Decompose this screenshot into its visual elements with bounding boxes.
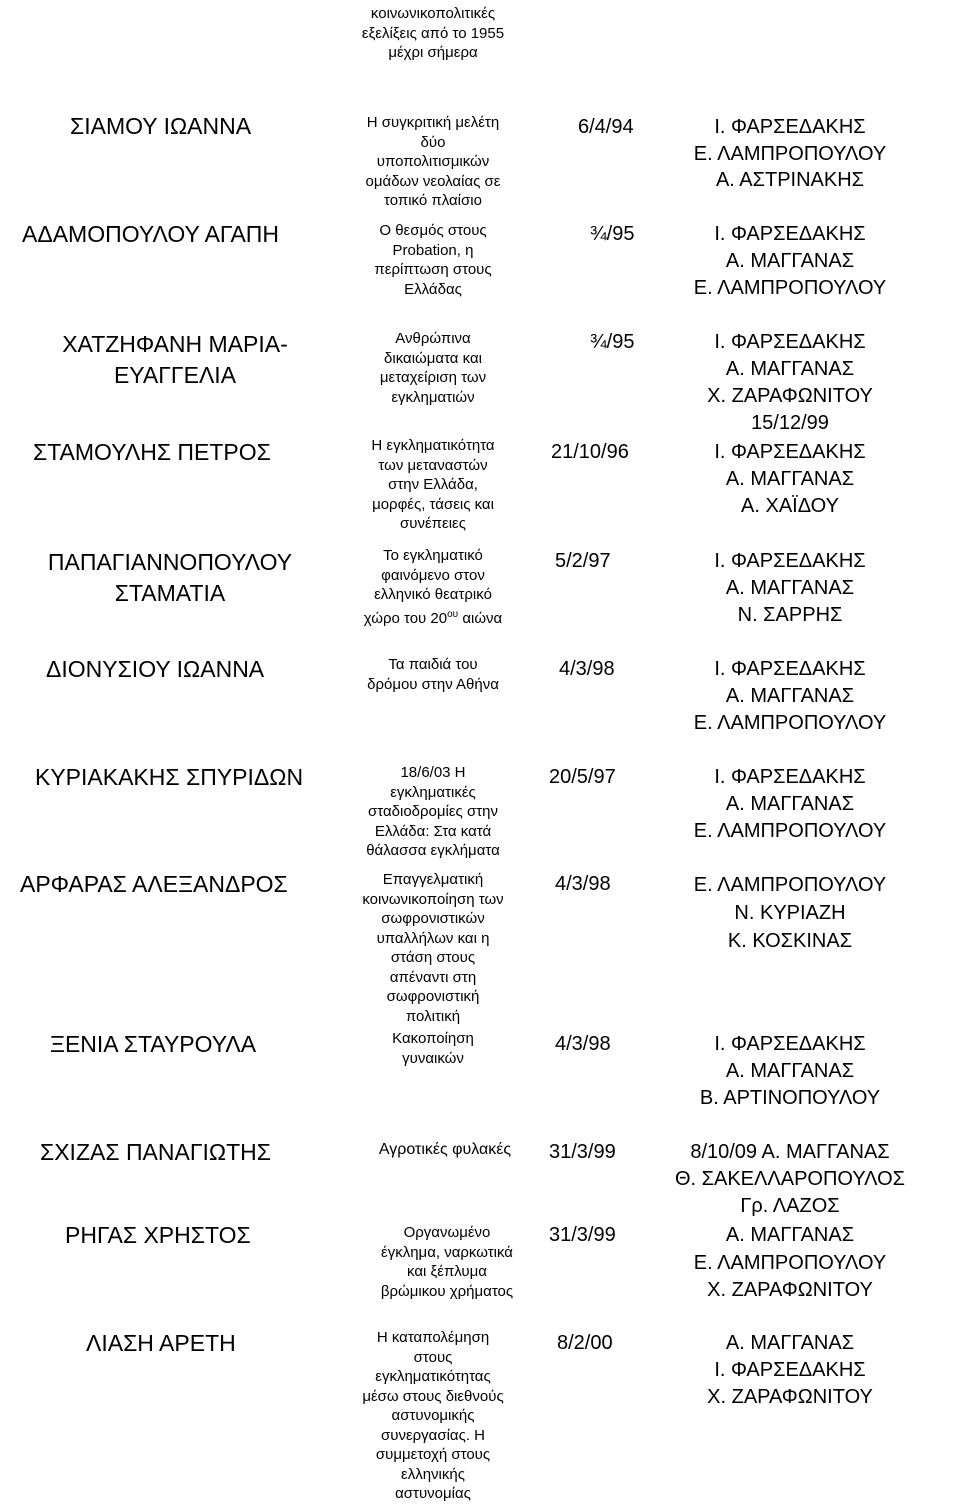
student-name: ΣΙΑΜΟΥ ΙΩΑΝΝΑ bbox=[70, 113, 252, 139]
student-name: ΔΙΟΝΥΣΙΟΥ ΙΩΑΝΝΑ bbox=[46, 656, 265, 682]
date: ¾/95 bbox=[590, 331, 635, 353]
thesis-title: Οργανωμένο έγκλημα, ναρκωτικά και ξέπλυμα βρώμικου χρήματος bbox=[380, 1224, 514, 1300]
student-name: ΣΤΑΜΟΥΛΗΣ ΠΕΤΡΟΣ bbox=[33, 439, 271, 465]
supervisors: Α. ΜΑΓΓΑΝΑΣ Ι. ΦΑΡΣΕΔΑΚΗΣ Χ. ΖΑΡΑΦΩΝΙΤΟΥ bbox=[707, 1332, 873, 1408]
student-name: ΧΑΤΖΗΦΑΝΗ ΜΑΡΙΑ- ΕΥΑΓΓΕΛΙΑ bbox=[62, 331, 288, 388]
student-name: ΣΧΙΖΑΣ ΠΑΝΑΓΙΩΤΗΣ bbox=[40, 1139, 271, 1165]
thesis-title: Ο θεσμός στους Probation, η περίπτωση στους Ελλάδας bbox=[374, 222, 492, 298]
date: 6/4/94 bbox=[578, 116, 634, 138]
student-name: ΠΑΠΑΓΙΑΝΝΟΠΟΥΛΟΥ ΣΤΑΜΑΤΙΑ bbox=[47, 549, 293, 606]
thesis-title: Επαγγελματική κοινωνικοποίηση των σωφρονιστικών υπαλλήλων και η στάση στους απέναντι στη σωφρονιστική πολιτική bbox=[362, 871, 504, 1025]
supervisors: Ι. ΦΑΡΣΕΔΑΚΗΣ Α. ΜΑΓΓΑΝΑΣ Ε. ΛΑΜΠΡΟΠΟΥΛΟΥ bbox=[693, 223, 887, 299]
student-name: ΡΗΓΑΣ ΧΡΗΣΤΟΣ bbox=[65, 1222, 251, 1248]
thesis-title: Τα παιδιά του δρόμου στην Αθήνα bbox=[367, 656, 499, 693]
supervisors: Α. ΜΑΓΓΑΝΑΣ Ε. ΛΑΜΠΡΟΠΟΥΛΟΥ Χ. ΖΑΡΑΦΩΝΙΤΟΥ bbox=[693, 1224, 887, 1301]
thesis-title: 18/6/03 Η εγκληματικές σταδιοδρομίες στην Ελλάδα: Στα κατά θάλασσα εγκλήματα bbox=[366, 764, 500, 859]
supervisors: Ε. ΛΑΜΠΡΟΠΟΥΛΟΥ Ν. ΚΥΡΙΑΖΗ Κ. ΚΟΣΚΙΝΑΣ bbox=[693, 874, 887, 952]
student-name: ΞΕΝΙΑ ΣΤΑΥΡΟΥΛΑ bbox=[50, 1031, 257, 1057]
student-name: ΛΙΑΣΗ ΑΡΕΤΗ bbox=[86, 1330, 236, 1356]
thesis-title: Ανθρώπινα δικαιώματα και μεταχείριση των εγκληματιών bbox=[379, 330, 487, 406]
thesis-title: Το εγκληματικό φαινόμενο στον ελληνικό θεατρικό χώρο του $20^{o\upsilon}$ αιώνα bbox=[343, 546, 523, 628]
thesis-title: Η καταπολέμηση στους εγκληματικότητας μέσω στους διεθνούς αστυνομικής συνεργασίας. Η συμμετοχή στους ελληνικής αστυνομίας bbox=[362, 1329, 504, 1502]
student-name: ΚΥΡΙΑΚΑΚΗΣ ΣΠΥΡΙΔΩΝ bbox=[35, 764, 304, 790]
supervisors: Ι. ΦΑΡΣΕΔΑΚΗΣ Α. ΜΑΓΓΑΝΑΣ Χ. ΖΑΡΑΦΩΝΙΤΟΥ 15/12/99 bbox=[707, 331, 873, 434]
date: ¾/95 bbox=[590, 223, 635, 245]
date: 5/2/97 bbox=[555, 550, 611, 572]
supervisors: Ι. ΦΑΡΣΕΔΑΚΗΣ Ε. ΛΑΜΠΡΟΠΟΥΛΟΥ Α. ΑΣΤΡΙΝΑΚΗΣ bbox=[693, 116, 887, 191]
thesis-title: Η συγκριτική μελέτη δύο υποπολιτισμικών ομάδων νεολαίας σε τοπικό πλαίσιο bbox=[365, 114, 501, 209]
supervisors: 8/10/09 Α. ΜΑΓΓΑΝΑΣ Θ. ΣΑΚΕΛΛΑΡΟΠΟΥΛΟΣ Γρ. ΛΑΖΟΣ bbox=[674, 1141, 906, 1217]
date: 8/2/00 bbox=[557, 1332, 613, 1354]
date: 4/3/98 bbox=[555, 873, 611, 895]
supervisors: Ι. ΦΑΡΣΕΔΑΚΗΣ Α. ΜΑΓΓΑΝΑΣ Ν. ΣΑΡΡΗΣ bbox=[714, 550, 866, 626]
student-name: ΑΡΦΑΡΑΣ ΑΛΕΞΑΝΔΡΟΣ bbox=[20, 871, 288, 897]
date: 21/10/96 bbox=[551, 441, 629, 463]
date: 31/3/99 bbox=[549, 1141, 616, 1163]
supervisors: Ι. ΦΑΡΣΕΔΑΚΗΣ Α. ΜΑΓΓΑΝΑΣ Ε. ΛΑΜΠΡΟΠΟΥΛΟΥ bbox=[693, 766, 887, 842]
thesis-title: Η εγκληματικότητα των μεταναστών στην Ελλάδα, μορφές, τάσεις και συνέπειες bbox=[371, 437, 495, 532]
intro-title: κοινωνικοπολιτικές εξελίξεις από το 1955 μέχρι σήμερα bbox=[361, 5, 505, 61]
supervisors: Ι. ΦΑΡΣΕΔΑΚΗΣ Α. ΜΑΓΓΑΝΑΣ Β. ΑΡΤΙΝΟΠΟΥΛΟΥ bbox=[699, 1033, 881, 1109]
date: 4/3/98 bbox=[555, 1033, 611, 1055]
thesis-title-last-line: χώρο του $20^{o\upsilon}$ αιώνα bbox=[363, 608, 503, 627]
thesis-title: Κακοποίηση γυναικών bbox=[392, 1030, 474, 1067]
thesis-title: Αγροτικές φυλακές bbox=[378, 1141, 512, 1158]
date: 31/3/99 bbox=[549, 1224, 616, 1246]
student-name: ΑΔΑΜΟΠΟΥΛΟΥ ΑΓΑΠΗ bbox=[22, 221, 280, 247]
date: 20/5/97 bbox=[549, 766, 616, 788]
date: 4/3/98 bbox=[559, 658, 615, 680]
supervisors: Ι. ΦΑΡΣΕΔΑΚΗΣ Α. ΜΑΓΓΑΝΑΣ Ε. ΛΑΜΠΡΟΠΟΥΛΟΥ bbox=[693, 658, 887, 734]
supervisors: Ι. ΦΑΡΣΕΔΑΚΗΣ Α. ΜΑΓΓΑΝΑΣ Α. ΧΑΪΔΟΥ bbox=[714, 441, 866, 517]
